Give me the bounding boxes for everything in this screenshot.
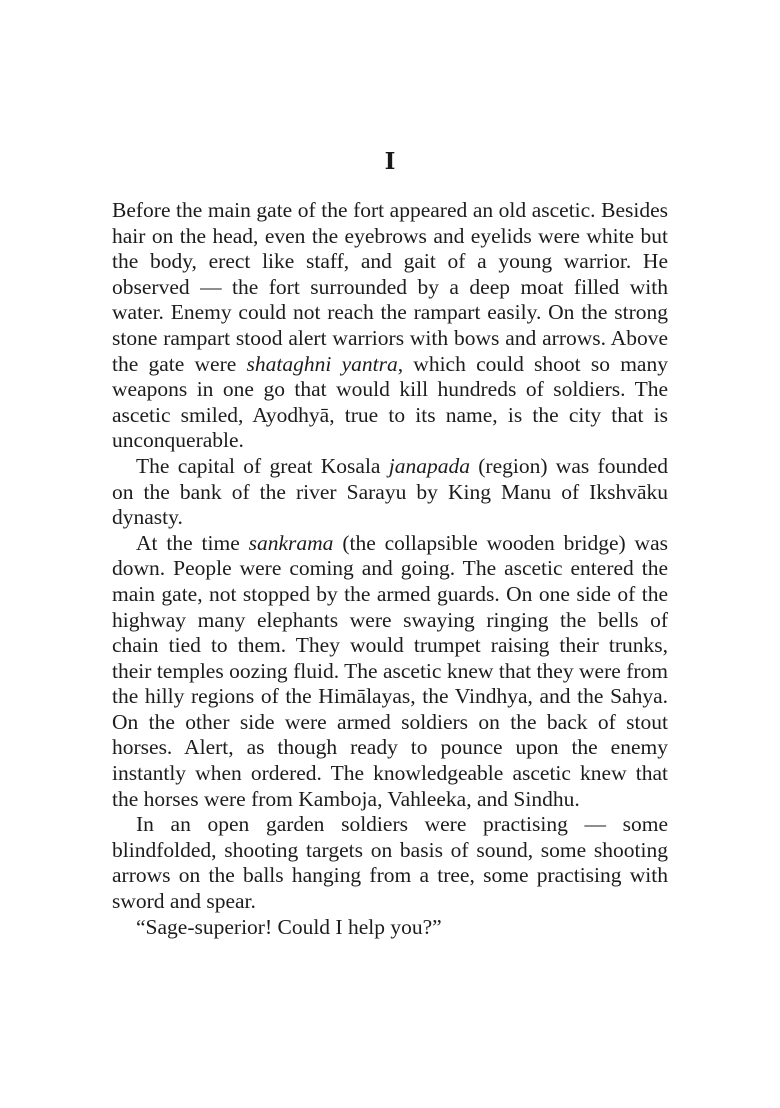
paragraph-3 [112, 531, 668, 813]
paragraph-1 [112, 198, 668, 454]
italic-term: shataghni yantra [246, 351, 398, 376]
paragraph-5-dialogue [112, 915, 668, 941]
paragraph-text: , which could shoot so many weapons in one go that would kill hundreds of soldiers. The ascetic smiled, Ayodhyā, true to its name, is the city that is unconquerable. [112, 351, 668, 453]
paragraph-4 [112, 812, 668, 914]
paragraph-text: Before the main gate of the fort appeared an old ascetic. Besides hair on the head, even the eyebrows and eyelids were white but the body, erect like staff, and gait of a young warrior. He observed — the fort surrounded by a deep moat filled with water. Enemy could not reach the rampart easily. On the strong stone rampart stood alert warriors with bows and arrows. Above the gate were [112, 198, 668, 376]
paragraph-text: At the time [136, 530, 249, 555]
italic-term: janapada [388, 453, 470, 478]
paragraph-text: (region) was founded on the bank of the river Sarayu by King Manu of Ikshvāku dynasty. [112, 453, 668, 530]
chapter-body [112, 198, 668, 940]
paragraph-2 [112, 454, 668, 531]
paragraph-text: The capital of great Kosala [136, 453, 389, 478]
italic-term: sankrama [248, 530, 334, 555]
paragraph-text: (the collapsible wooden bridge) was down. People were coming and going. The ascetic entered the main gate, not stopped by the armed guards. On one side of the highway many elephants were swaying ringing the bells of chain tied to them. They would trumpet raising their trunks, their temples oozing fluid. The ascetic knew that they were from the hilly regions of the Himālayas, the Vindhya, and the Sahya. On the other side were armed soldiers on the back of stout horses. Alert, as though ready to pounce upon the enemy instantly when ordered. The knowledgeable ascetic knew that the horses were from Kamboja, Vahleeka, and Sindhu. [112, 530, 668, 811]
dialogue-text: “Sage-superior! Could I help you?” [136, 914, 442, 939]
paragraph-text: In an open garden soldiers were practising — some blindfolded, shooting targets on basis of sound, some shooting arrows on the balls hanging from a tree, some practising with sword and spear. [112, 812, 668, 914]
chapter-number: I [384, 148, 396, 175]
